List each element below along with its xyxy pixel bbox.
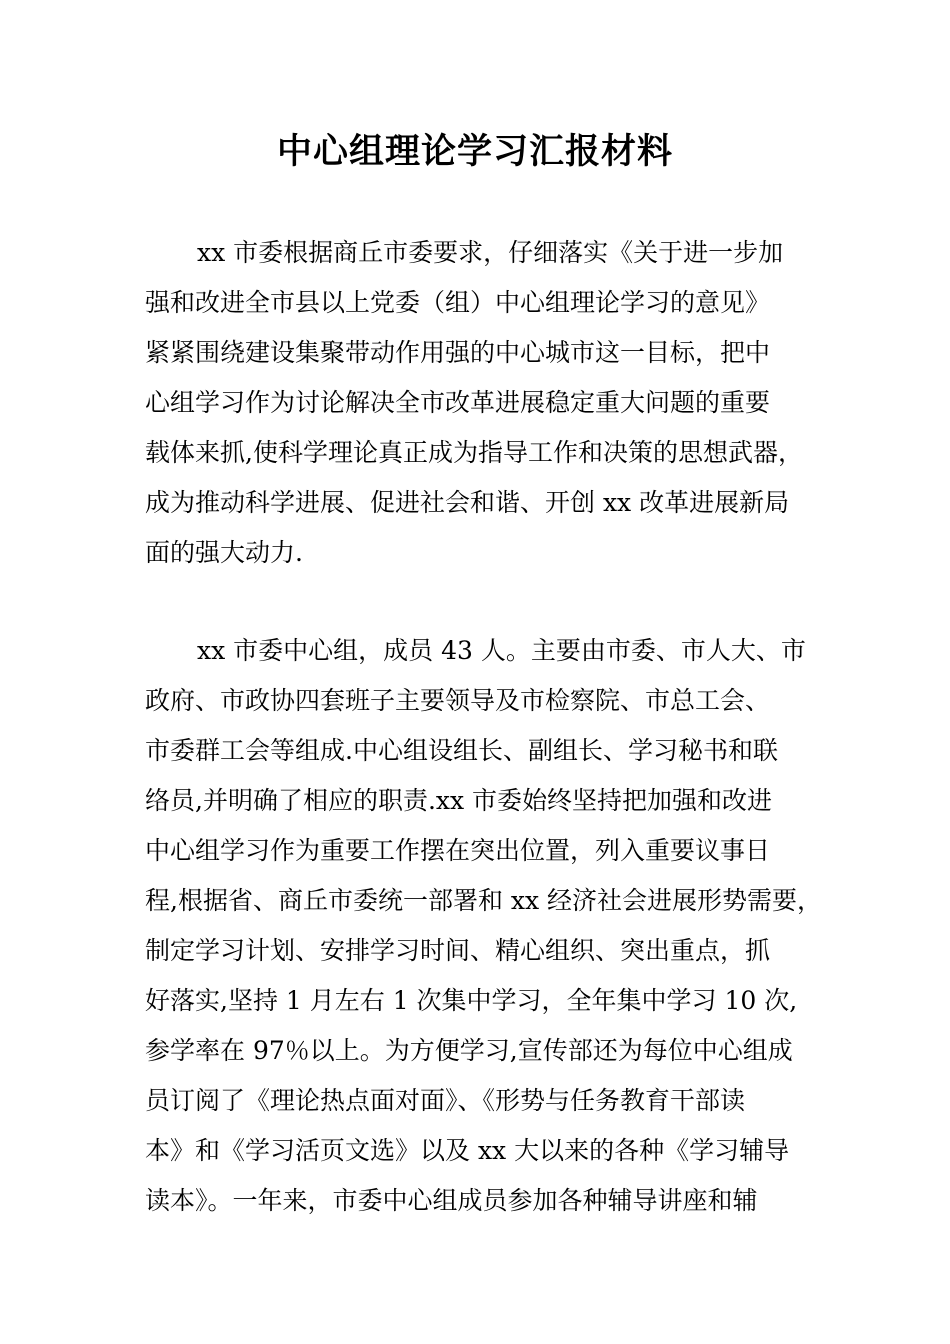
text-line: 络员,并明确了相应的职责.xx 市委始终坚持把加强和改进 — [145, 786, 773, 815]
text-line: 制定学习计划、安排学习时间、精心组织、突出重点，抓 — [145, 936, 771, 965]
text-line: 参学率在 97％以上。为方便学习,宣传部还为每位中心组成 — [145, 1036, 793, 1065]
text-line: 市委群工会等组成.中心组设组长、副组长、学习秘书和联 — [145, 736, 778, 765]
text-line: xx 市委根据商丘市委要求，仔细落实《关于进一步加 — [197, 238, 784, 267]
text-line: 面的强大动力. — [145, 538, 303, 567]
text-line: 本》和《学习活页文选》以及 xx 大以来的各种《学习辅导 — [145, 1136, 790, 1165]
text-line: 中心组学习作为重要工作摆在突出位置，列入重要议事日 — [145, 836, 771, 865]
text-line: 员订阅了《理论热点面对面》、《形势与任务教育干部读 — [145, 1086, 746, 1115]
text-line: 程,根据省、商丘市委统一部署和 xx 经济社会进展形势需要， — [145, 886, 823, 915]
text-line: xx 市委中心组，成员 43 人。主要由市委、市人大、市 — [197, 636, 806, 665]
paragraph-2 — [145, 626, 825, 1226]
text-line: 读本》。一年来，市委中心组成员参加各种辅导讲座和辅 — [145, 1186, 758, 1215]
text-line: 强和改进全市县以上党委（组）中心组理论学习的意见》 — [145, 288, 771, 317]
text-line: 紧紧围绕建设集聚带动作用强的中心城市这一目标，把中 — [145, 338, 771, 367]
text-line: 载体来抓,使科学理论真正成为指导工作和决策的思想武器， — [145, 438, 803, 467]
text-line: 政府、市政协四套班子主要领导及市检察院、市总工会、 — [145, 686, 771, 715]
text-line: 成为推动科学进展、促进社会和谐、开创 xx 改革进展新局 — [145, 488, 790, 517]
text-line: 好落实,坚持 1 月左右 1 次集中学习，全年集中学习 10 次, — [145, 986, 798, 1015]
text-line: 心组学习作为讨论解决全市改革进展稳定重大问题的重要 — [145, 388, 771, 417]
document-title: 中心组理论学习汇报材料 — [276, 131, 673, 172]
paragraph-1 — [145, 228, 825, 578]
